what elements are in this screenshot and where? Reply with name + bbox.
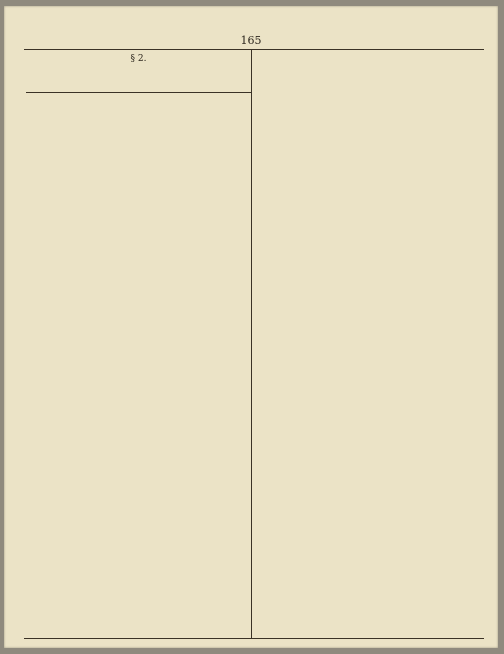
document-page <box>4 6 498 648</box>
column-divider <box>251 49 252 638</box>
footer-rule <box>24 638 484 639</box>
right-column <box>255 51 480 636</box>
right-entry-list <box>255 51 480 53</box>
section-mark: § 2. <box>130 54 147 64</box>
header-rule <box>24 49 484 50</box>
page-number: 165 <box>240 34 262 47</box>
left-column <box>26 51 251 636</box>
column-header <box>26 66 251 93</box>
left-entry-list <box>26 93 251 95</box>
